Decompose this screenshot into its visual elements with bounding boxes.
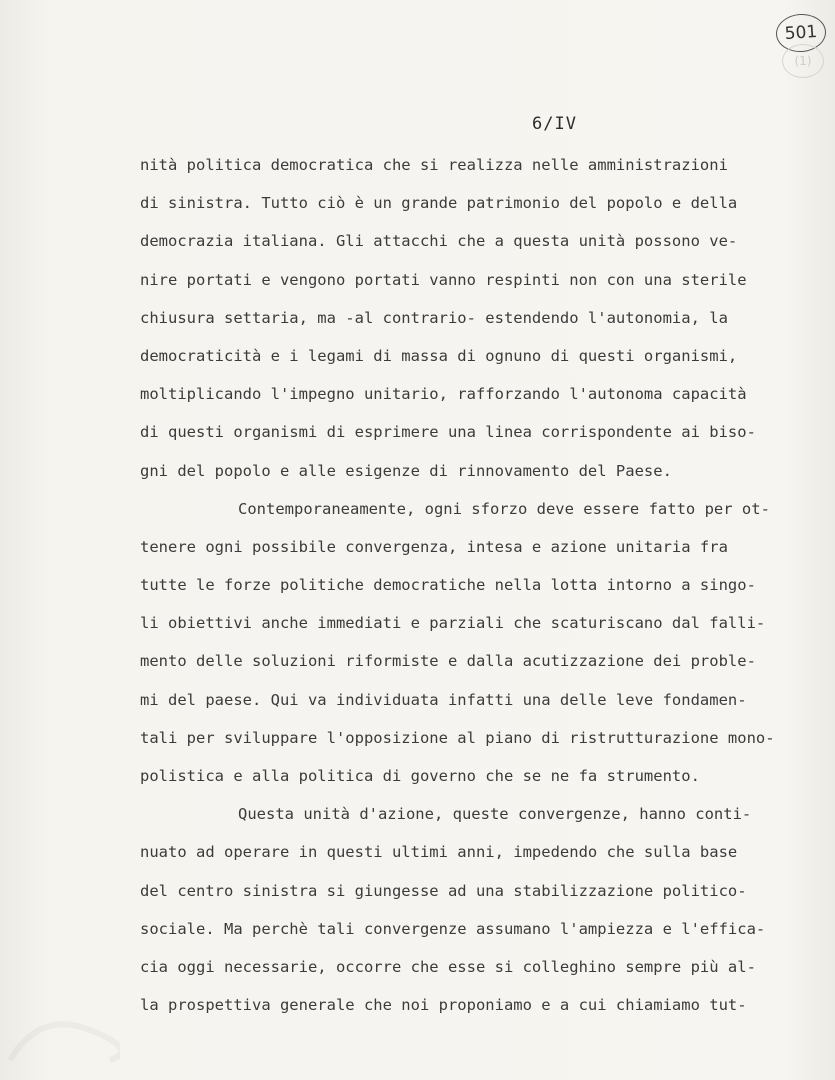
text-line: sociale. Ma perchè tali convergenze assumano l'ampiezza e l'effica- bbox=[140, 919, 766, 938]
text-line: la prospettiva generale che noi proponiamo e a cui chiamiamo tut- bbox=[140, 996, 747, 1015]
text-line: nuato ad operare in questi ultimi anni, impedendo che sulla base bbox=[140, 843, 738, 862]
paragraph bbox=[140, 490, 790, 796]
text-line: mento delle soluzioni riformiste e dalla acutizzazione dei proble- bbox=[140, 652, 756, 671]
text-line: mi del paese. Qui va individuata infatti una delle leve fondamen- bbox=[140, 690, 747, 709]
typed-text-body bbox=[140, 146, 790, 1024]
page-number: 6/IV bbox=[532, 114, 577, 134]
text-line: di questi organismi di esprimere una linea corrispondente ai biso- bbox=[140, 423, 756, 442]
text-line: nire portati e vengono portati vanno respinti non con una sterile bbox=[140, 270, 747, 289]
text-line: nità politica democratica che si realizza nelle amministrazioni bbox=[140, 156, 728, 174]
text-line: tali per sviluppare l'opposizione al piano di ristrutturazione mono- bbox=[140, 728, 775, 747]
text-line: democraticità e i legami di massa di ognuno di questi organismi, bbox=[140, 346, 738, 365]
stamp-number: 501 bbox=[784, 21, 818, 45]
paragraph bbox=[140, 146, 790, 490]
text-line: gni del popolo e alle esigenze di rinnovamento del Paese. bbox=[140, 461, 672, 480]
text-line: moltiplicando l'impegno unitario, rafforzando l'autonoma capacità bbox=[140, 385, 747, 404]
text-line: tutte le forze politiche democratiche nella lotta intorno a singo- bbox=[140, 576, 756, 595]
faint-stamp-text: (1) bbox=[794, 54, 812, 68]
text-line: democrazia italiana. Gli attacchi che a questa unità possono ve- bbox=[140, 232, 738, 251]
faint-stamp bbox=[782, 44, 824, 78]
text-line: Questa unità d'azione, queste convergenze, hanno conti- bbox=[238, 805, 752, 824]
text-line: di sinistra. Tutto ciò è un grande patrimonio del popolo e della bbox=[140, 194, 738, 213]
text-line: polistica e alla politica di governo che se ne fa strumento. bbox=[140, 767, 700, 785]
paragraph bbox=[140, 795, 790, 1024]
text-line: tenere ogni possibile convergenza, intesa e azione unitaria fra bbox=[140, 537, 728, 556]
text-line: li obiettivi anche immediati e parziali che scaturiscano dal falli- bbox=[140, 614, 766, 633]
watermark-icon bbox=[0, 990, 120, 1070]
text-line: del centro sinistra si giungesse ad una stabilizzazione politico- bbox=[140, 881, 747, 900]
text-line: cia oggi necessarie, occorre che esse si colleghino sempre più al- bbox=[140, 957, 756, 976]
text-line: chiusura settaria, ma -al contrario- estendendo l'autonomia, la bbox=[140, 308, 728, 327]
text-line: Contemporaneamente, ogni sforzo deve essere fatto per ot- bbox=[238, 499, 770, 518]
